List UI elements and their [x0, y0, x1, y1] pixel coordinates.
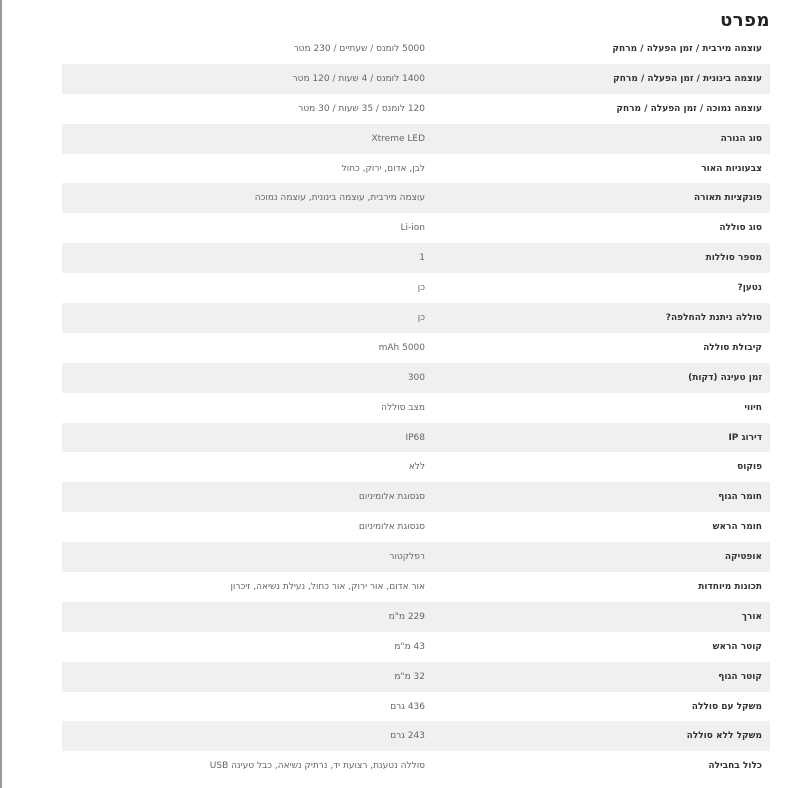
spec-table [62, 34, 770, 781]
spec-row [62, 64, 770, 94]
spec-row [62, 542, 770, 572]
spec-value: 229 מ"מ [388, 611, 425, 622]
spec-value: עוצמה מירבית, עוצמה בינונית, עוצמה נמוכה [254, 193, 425, 204]
spec-label: מספר סוללות [705, 253, 762, 264]
spec-row [62, 393, 770, 423]
spec-row [62, 572, 770, 602]
spec-value: 32 מ"מ [394, 671, 425, 682]
spec-value: 5000 mAh [378, 342, 425, 353]
spec-value: 120 לומנס / 35 שעות / 30 מטר [298, 103, 425, 114]
spec-label: תכונות מיוחדות [698, 581, 762, 592]
spec-row [62, 602, 770, 632]
spec-section [62, 0, 770, 781]
page-title: מפרט [720, 10, 770, 31]
spec-row [62, 363, 770, 393]
spec-label: סוג הנורה [720, 133, 762, 144]
spec-label: נטען? [737, 283, 762, 294]
spec-label: כלול בחבילה [708, 761, 762, 772]
spec-value: Xtreme LED [371, 133, 425, 144]
spec-value: כן [417, 312, 425, 323]
spec-value: לבן, אדום, ירוק, כחול [341, 163, 425, 174]
spec-value: 1400 לומנס / 4 שעות / 120 מטר [292, 73, 425, 84]
spec-row [62, 34, 770, 64]
spec-label: משקל ללא סוללה [686, 731, 762, 742]
spec-value: סגסוגת אלומיניום [358, 522, 425, 533]
spec-row [62, 632, 770, 662]
spec-value: אור אדום, אור ירוק, אור כחול, נעילת נשיאה, זיכרון [230, 581, 425, 592]
spec-row [62, 452, 770, 482]
spec-label: אופטיקה [724, 552, 762, 563]
spec-row [62, 692, 770, 722]
spec-label: קוטר הגוף [718, 671, 762, 682]
spec-value: 243 גרם [390, 731, 425, 742]
spec-label: אורך [741, 611, 762, 622]
spec-row [62, 94, 770, 124]
spec-row [62, 124, 770, 154]
spec-value: כן [417, 283, 425, 294]
spec-row [62, 662, 770, 692]
spec-label: זמן טעינה (דקות) [688, 372, 762, 383]
spec-row [62, 213, 770, 243]
spec-label: סוללה ניתנת להחלפה? [665, 312, 762, 323]
spec-value: 5000 לומנס / שעתיים / 230 מטר [293, 43, 425, 54]
spec-row [62, 482, 770, 512]
spec-label: קוטר הראש [712, 641, 762, 652]
spec-row [62, 303, 770, 333]
spec-value: Li-ion [400, 223, 425, 234]
spec-row [62, 183, 770, 213]
spec-row [62, 423, 770, 453]
spec-label: חיווי [744, 402, 762, 413]
spec-label: פונקציות תאורה [693, 193, 762, 204]
spec-label: חומר הגוף [718, 492, 762, 503]
spec-row [62, 273, 770, 303]
spec-label: עוצמה מירבית / זמן הפעלה / מרחק [612, 43, 762, 54]
spec-value: IP68 [405, 432, 425, 443]
spec-row [62, 154, 770, 184]
spec-row [62, 512, 770, 542]
spec-value: 436 גרם [390, 701, 425, 712]
spec-label: דירוג IP [728, 432, 762, 443]
spec-value: 43 מ"מ [394, 641, 425, 652]
spec-label: צבעוניות האור [701, 163, 762, 174]
spec-value: סוללה נטענת, רצועת יד, נרתיק נשיאה, כבל טעינה USB [209, 761, 425, 772]
spec-label: משקל עם סוללה [691, 701, 762, 712]
spec-row [62, 333, 770, 363]
spec-value: 300 [407, 372, 425, 383]
page-left-border [0, 0, 2, 788]
spec-value: רפלקטור [389, 552, 425, 563]
spec-row [62, 751, 770, 781]
spec-value: סגסוגת אלומיניום [358, 492, 425, 503]
spec-label: עוצמה בינונית / זמן הפעלה / מרחק [613, 73, 762, 84]
spec-label: סוג סוללה [719, 223, 762, 234]
spec-label: קיבולת סוללה [703, 342, 762, 353]
spec-value: מצב סוללה [381, 402, 425, 413]
spec-value: ללא [408, 462, 425, 473]
spec-label: פוקוס [737, 462, 762, 473]
spec-label: עוצמה נמוכה / זמן הפעלה / מרחק [616, 103, 762, 114]
spec-row [62, 721, 770, 751]
spec-label: חומר הראש [712, 522, 762, 533]
spec-row [62, 243, 770, 273]
spec-value: 1 [419, 253, 425, 264]
